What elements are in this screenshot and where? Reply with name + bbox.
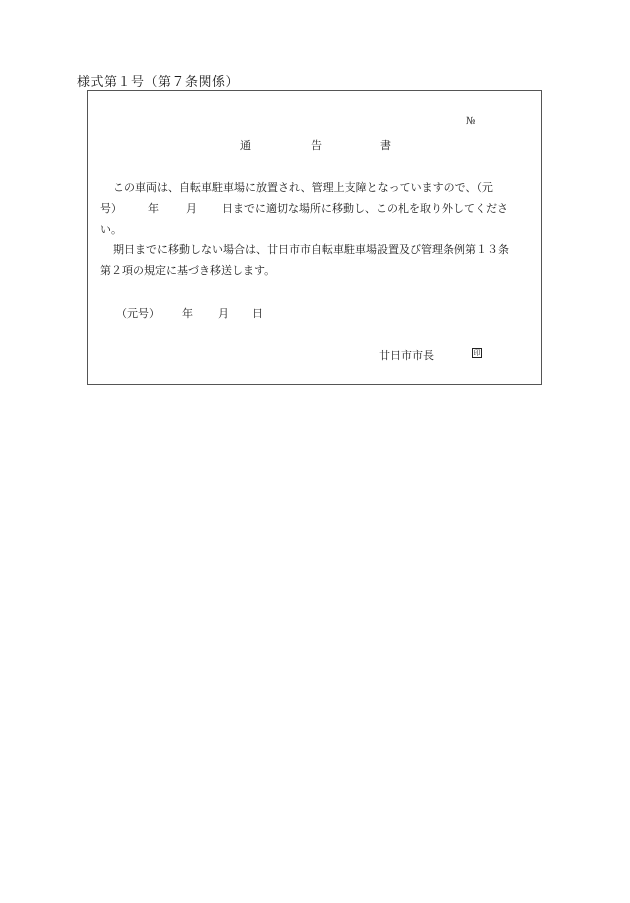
date-era: （元号） [116, 307, 160, 320]
body-line-5: 第２項の規定に基づき移送します。 [100, 264, 276, 277]
form-number-label: 様式第１号（第７条関係） [77, 75, 240, 90]
notice-box [87, 90, 542, 385]
body-line-4: 期日までに移動しない場合は、廿日市市自転車駐車場設置及び管理条例第１３条 [113, 243, 509, 256]
body-line-2-year: 年 [148, 202, 159, 215]
body-line-2-rest: 日までに適切な場所に移動し、この札を取り外してくださ [222, 202, 508, 215]
issuer-name: 廿日市市長 [379, 349, 434, 362]
number-label: № [466, 116, 476, 127]
date-day: 日 [252, 307, 263, 320]
date-month: 月 [218, 307, 229, 320]
body-line-1: この車両は、自転車駐車場に放置され、管理上支障となっていますので、（元 [113, 181, 493, 194]
title-char-3: 書 [380, 139, 391, 152]
title-char-1: 通 [240, 139, 251, 152]
title-char-2: 告 [311, 139, 322, 152]
body-line-3: い。 [100, 223, 122, 236]
body-line-2-era: 号） [100, 202, 122, 215]
seal-mark: 印 [473, 349, 481, 357]
date-year: 年 [182, 307, 193, 320]
body-line-2-month: 月 [186, 202, 197, 215]
